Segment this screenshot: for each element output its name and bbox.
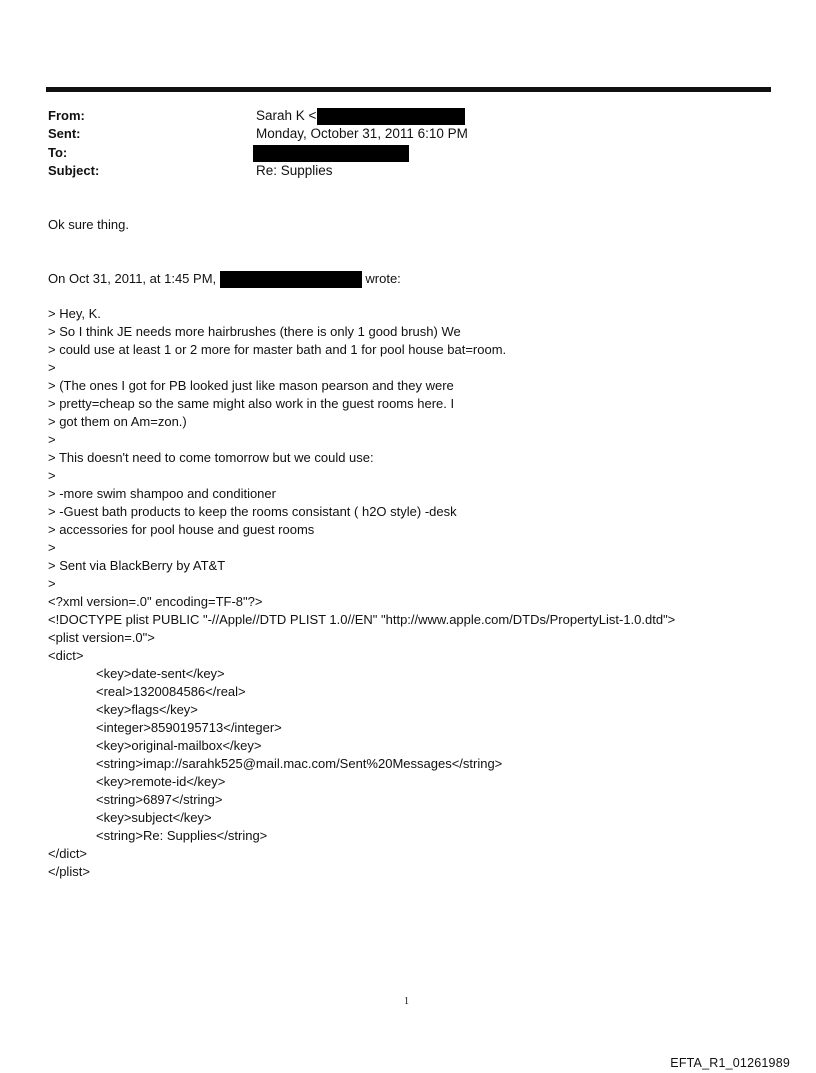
quoted-line: > This doesn't need to come tomorrow but we could use: [48,450,374,465]
from-value [256,108,465,125]
quoted-line: > Sent via BlackBerry by AT&T [48,558,226,573]
quoted-line: > [48,576,56,591]
top-rule [46,87,771,92]
quoted-line: > could use at least 1 or 2 more for master bath and 1 for pool house bat=room. [48,342,507,357]
to-value [253,145,409,162]
quoted-line: > pretty=cheap so the same might also work in the guest rooms here. I [48,396,455,411]
quoted-line: > So I think JE needs more hairbrushes (there is only 1 good brush) We [48,324,461,339]
xml-line: </dict> [48,846,88,861]
quoted-line: > [48,468,56,483]
quoted-line: > got them on Am=zon.) [48,414,187,429]
quoted-line: > [48,360,56,375]
dict-line: <real>1320084586</real> [96,684,246,699]
subject-label: Subject: [48,163,100,178]
quoted-line: > -more swim shampoo and conditioner [48,486,276,501]
document-id: EFTA_R1_01261989 [670,1056,790,1070]
redaction-box [253,145,409,162]
dict-line: <string>6897</string> [96,792,223,807]
redaction-box [317,108,465,125]
dict-line: <string>imap://sarahk525@mail.mac.com/Sent%20Messages</string> [96,756,503,771]
quote-intro-prefix: On Oct 31, 2011, at 1:45 PM, [48,271,217,286]
xml-line: </plist> [48,864,90,879]
page-number: 1 [404,996,409,1007]
dict-line: <key>subject</key> [96,810,212,825]
quoted-line: > (The ones I got for PB looked just like mason pearson and they were [48,378,454,393]
to-label: To: [48,145,68,160]
dict-line: <key>flags</key> [96,702,198,717]
quote-intro [48,271,401,288]
sent-label: Sent: [48,126,81,141]
quote-intro-suffix: wrote: [365,271,401,286]
reply-text: Ok sure thing. [48,217,129,232]
dict-line: <string>Re: Supplies</string> [96,828,268,843]
dict-line: <integer>8590195713</integer> [96,720,282,735]
xml-line: <!DOCTYPE plist PUBLIC "-//Apple//DTD PLIST 1.0//EN" "http://www.apple.com/DTDs/PropertyList-1.0.dtd"> [48,612,676,627]
dict-line: <key>date-sent</key> [96,666,225,681]
xml-line: <plist version=.0"> [48,630,155,645]
quoted-line: > [48,432,56,447]
quoted-line: > -Guest bath products to keep the rooms consistant ( h2O style) -desk [48,504,457,519]
dict-line: <key>original-mailbox</key> [96,738,262,753]
dict-line: <key>remote-id</key> [96,774,226,789]
quoted-line: > Hey, K. [48,306,101,321]
quoted-line: > accessories for pool house and guest rooms [48,522,315,537]
xml-line: <dict> [48,648,84,663]
quoted-line: > [48,540,56,555]
subject-value: Re: Supplies [256,163,333,178]
xml-line: <?xml version=.0" encoding=TF-8"?> [48,594,263,609]
from-name: Sarah K < [256,108,317,124]
sent-value: Monday, October 31, 2011 6:10 PM [256,126,468,141]
from-label: From: [48,108,85,123]
redaction-box [220,271,362,288]
